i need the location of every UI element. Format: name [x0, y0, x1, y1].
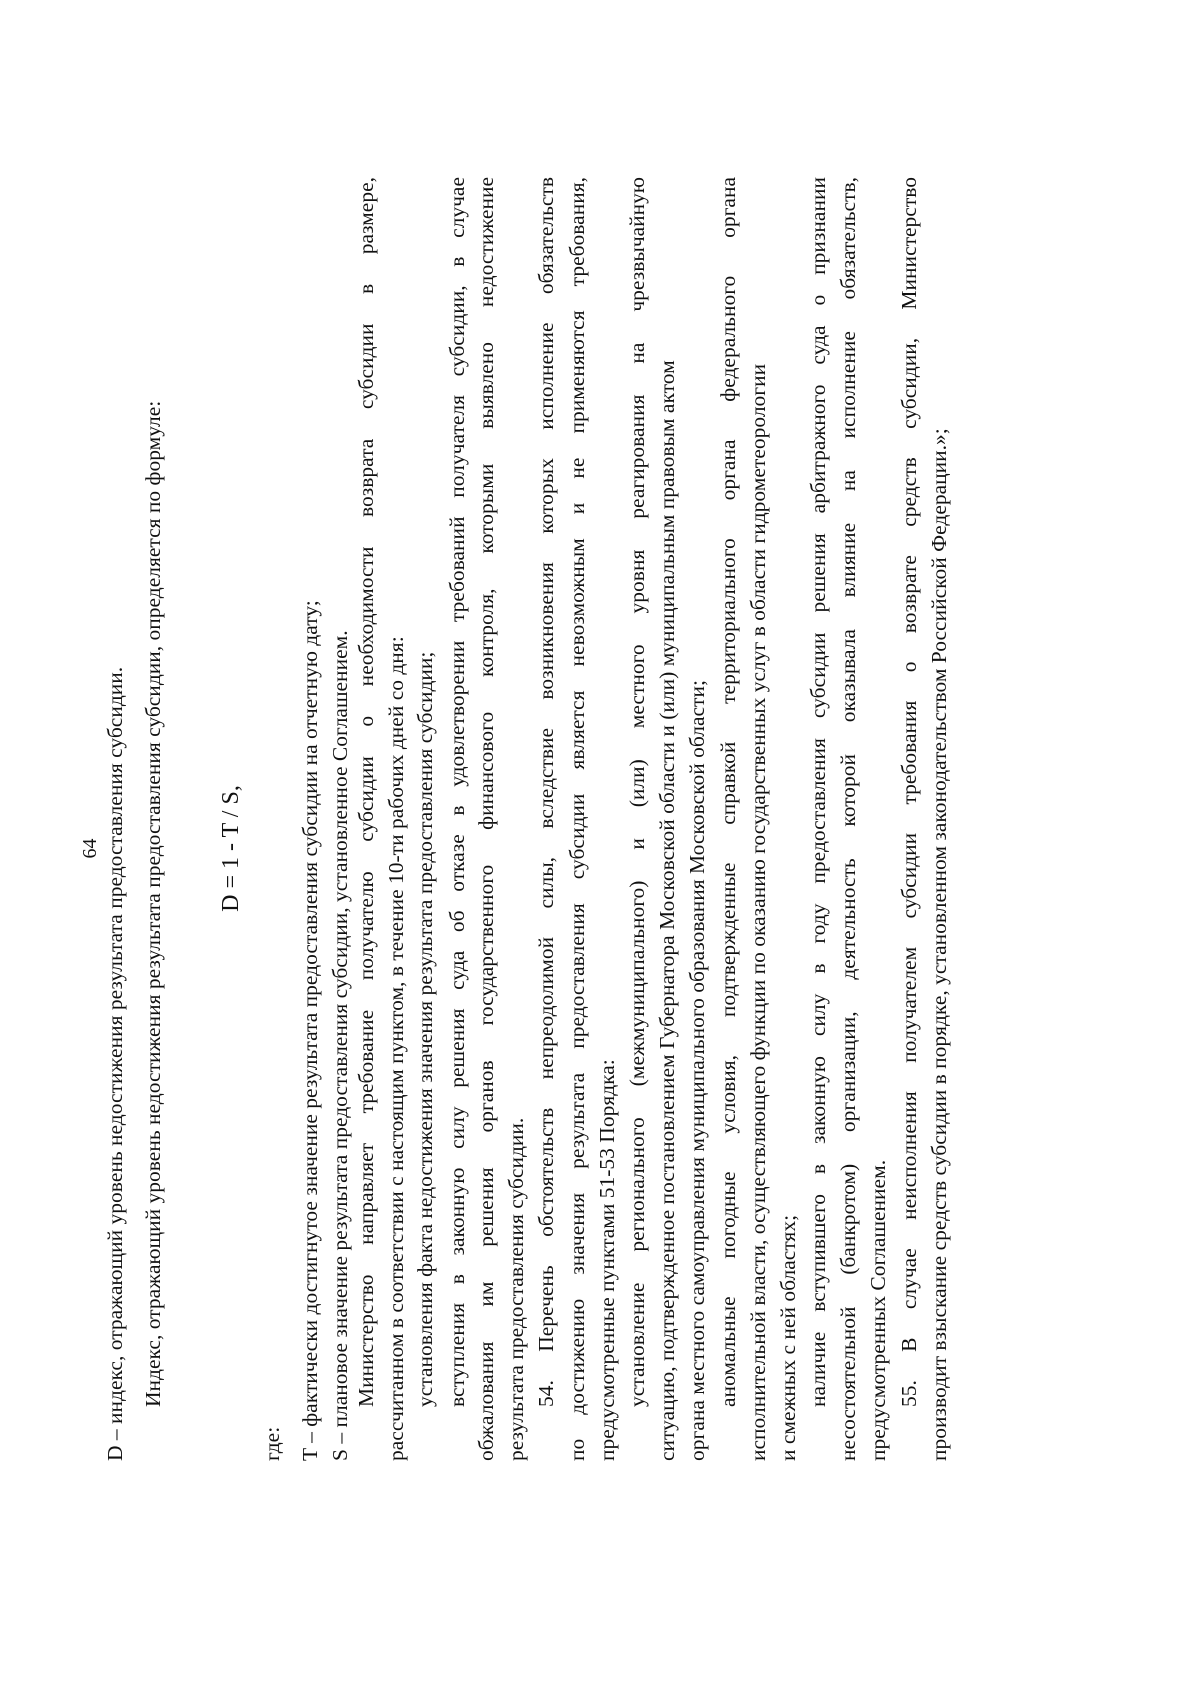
text-line: предусмотренные пунктами 51-53 Порядка:	[595, 1059, 619, 1461]
text-line: по достижению значения результата предоставления субсидии является невозможным и не применяются требования,	[565, 177, 589, 1461]
text-line: производит взыскание средств субсидии в порядке, установленном законодательством Российской Федерации.»;	[927, 428, 951, 1461]
text-line: Министерство направляет требование получателю субсидии о необходимости возврата субсидии в размере,	[354, 177, 378, 1407]
text-line: установление регионального (межмуниципального) и (или) местного уровня реагирования на чрезвычайную	[625, 177, 649, 1407]
text-line: установления факта недостижения значения результата предоставления субсидии;	[413, 651, 437, 1407]
text-line: рассчитанном в соответствии с настоящим пунктом, в течение 10-ти рабочих дней со дня:	[384, 636, 408, 1461]
text-line: аномальные погодные условия, подтвержденные справкой территориального органа федерального органа	[716, 177, 740, 1407]
text-line: и смежных с ней областях;	[776, 1214, 800, 1461]
text-line: Индекс, отражающий уровень недостижения результата предоставления субсидии, определяется по формуле:	[141, 400, 165, 1407]
text-line: обжалования им решения органов государственного финансового контроля, которыми выявлено недостижение	[474, 177, 498, 1461]
text-line: S – плановое значение результата предоставления субсидии, установленное Соглашением.	[328, 630, 352, 1461]
formula: D = 1 - T / S,	[218, 785, 244, 912]
text-line: несостоятельной (банкротом) организации, деятельность которой оказывала влияние на исполнение обязательств,	[836, 177, 860, 1461]
text-line: исполнительной власти, осуществляющего функции по оказанию государственных услуг в области гидрометеорологии	[746, 363, 770, 1461]
text-line: вступления в законную силу решения суда об отказе в удовлетворении требований получателя субсидии, в случае	[445, 177, 469, 1407]
text-line: наличие вступившего в законную силу в году предоставления субсидии решения арбитражного суда о признании	[806, 177, 830, 1407]
text-line: органа местного самоуправления муниципального образования Московской области;	[685, 680, 709, 1461]
text-line: предусмотренных Соглашением.	[866, 1159, 890, 1461]
text-line: D – индекс, отражающий уровень недостижения результата предоставления субсидии.	[103, 666, 127, 1461]
text-line: ситуацию, подтвержденное постановлением Губернатора Московской области и (или) муниципальным правовым актом	[655, 360, 679, 1461]
text-line: 54. Перечень обстоятельств непреодолимой силы, вследствие возникновения которых исполнение обязательств	[534, 177, 558, 1407]
text-line: T – фактически достигнутое значение результата предоставления субсидии на отчетную дату;	[298, 600, 322, 1461]
text-line: где:	[260, 1426, 284, 1461]
page-number: 64	[79, 838, 101, 859]
text-line: 55. В случае неисполнения получателем субсидии требования о возврате средств субсидии, Министерство	[897, 177, 921, 1407]
text-line: результата предоставления субсидии.	[504, 1117, 528, 1461]
